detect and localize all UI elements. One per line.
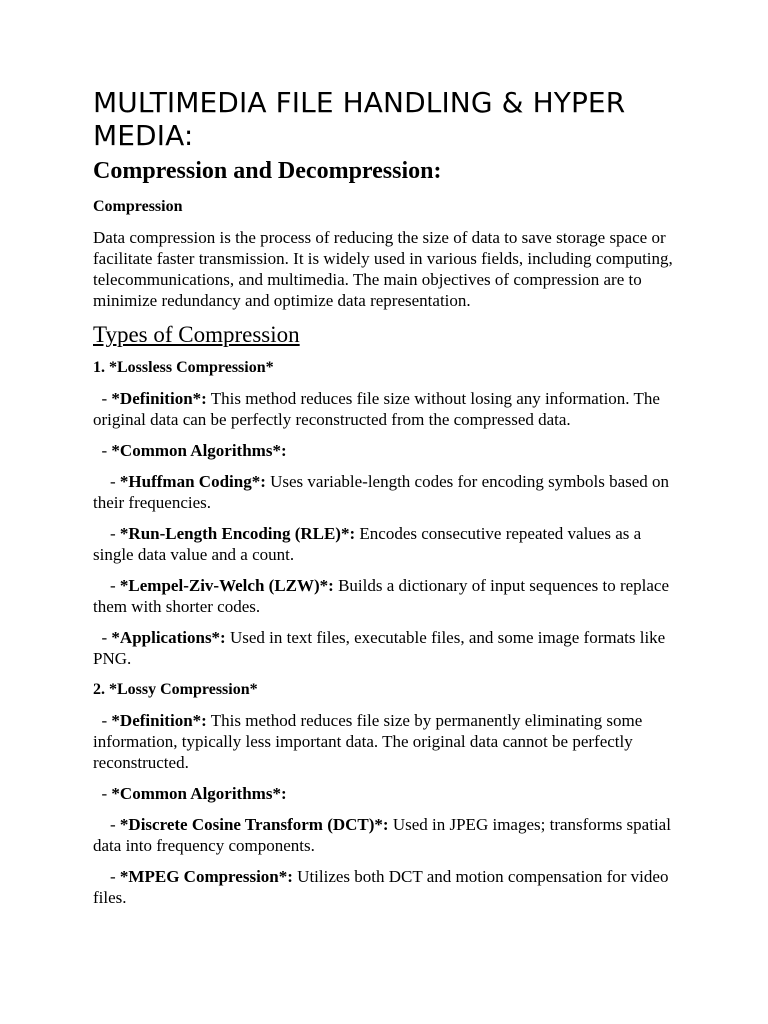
lossless-applications: - *Applications*: Used in text files, executable files, and some image formats like PNG.	[93, 628, 666, 668]
lossy-definition: - *Definition*: This method reduces file size by permanently eliminating some information, typically less important data. The original data cannot be perfectly reconstructed.	[93, 711, 643, 772]
rle-label: *Run-Length Encoding (RLE)*:	[119, 524, 356, 543]
lossy-definition-text: This method reduces file size by permanently eliminating some information, typically less important data. The original data cannot be perfectly reconstructed.	[93, 711, 643, 772]
lossless-definition-label: *Definition*:	[111, 389, 207, 408]
lossless-algorithms-label: *Common Algorithms*:	[111, 441, 287, 460]
types-heading: Types of Compression	[93, 322, 300, 347]
dct-text: Used in JPEG images; transforms spatial data into frequency components.	[93, 815, 671, 855]
document-title: MULTIMEDIA FILE HANDLING & HYPER MEDIA:	[93, 86, 626, 152]
lzw-label: *Lempel-Ziv-Welch (LZW)*:	[119, 576, 334, 595]
huffman-label: *Huffman Coding*:	[119, 472, 266, 491]
applications-label: *Applications*:	[111, 628, 226, 647]
rle-text: Encodes consecutive repeated values as a single data value and a count.	[93, 524, 642, 564]
intro-paragraph: Data compression is the process of reducing the size of data to save storage space or facilitate faster transmission. It is widely used in various fields, including computing, telecommunications, and multimedia. The main objectives of compression are to minimize redundancy and optimize data representation.	[93, 228, 673, 310]
lossless-heading: 1. *Lossless Compression*	[93, 359, 274, 376]
lossy-algorithms: - *Common Algorithms*:	[93, 784, 287, 803]
mpeg-text: Utilizes both DCT and motion compensation for video files.	[93, 867, 669, 907]
lossless-definition-text: This method reduces file size without losing any information. The original data can be perfectly reconstructed from the compressed data.	[93, 389, 660, 429]
dct-label: *Discrete Cosine Transform (DCT)*:	[119, 815, 389, 834]
rle-item: - *Run-Length Encoding (RLE)*: Encodes consecutive repeated values as a single data value and a count.	[93, 524, 642, 564]
lossy-heading: 2. *Lossy Compression*	[93, 681, 258, 698]
lzw-text: Builds a dictionary of input sequences to replace them with shorter codes.	[93, 576, 670, 616]
dct-item: - *Discrete Cosine Transform (DCT)*: Used in JPEG images; transforms spatial data into frequency components.	[93, 815, 671, 855]
huffman-item: - *Huffman Coding*: Uses variable-length codes for encoding symbols based on their frequencies.	[93, 472, 670, 512]
subheading-compression: Compression	[93, 198, 183, 215]
huffman-text: Uses variable-length codes for encoding symbols based on their frequencies.	[93, 472, 670, 512]
lossy-definition-label: *Definition*:	[111, 711, 207, 730]
applications-text: Used in text files, executable files, and some image formats like PNG.	[93, 628, 666, 668]
lossy-algorithms-label: *Common Algorithms*:	[111, 784, 287, 803]
section-heading: Compression and Decompression:	[93, 158, 442, 184]
mpeg-item: - *MPEG Compression*: Utilizes both DCT and motion compensation for video files.	[93, 867, 669, 907]
lzw-item: - *Lempel-Ziv-Welch (LZW)*: Builds a dictionary of input sequences to replace them with shorter codes.	[93, 576, 670, 616]
lossless-definition: - *Definition*: This method reduces file size without losing any information. The original data can be perfectly reconstructed from the compressed data.	[93, 389, 660, 429]
mpeg-label: *MPEG Compression*:	[119, 867, 293, 886]
lossless-algorithms: - *Common Algorithms*:	[93, 441, 287, 460]
